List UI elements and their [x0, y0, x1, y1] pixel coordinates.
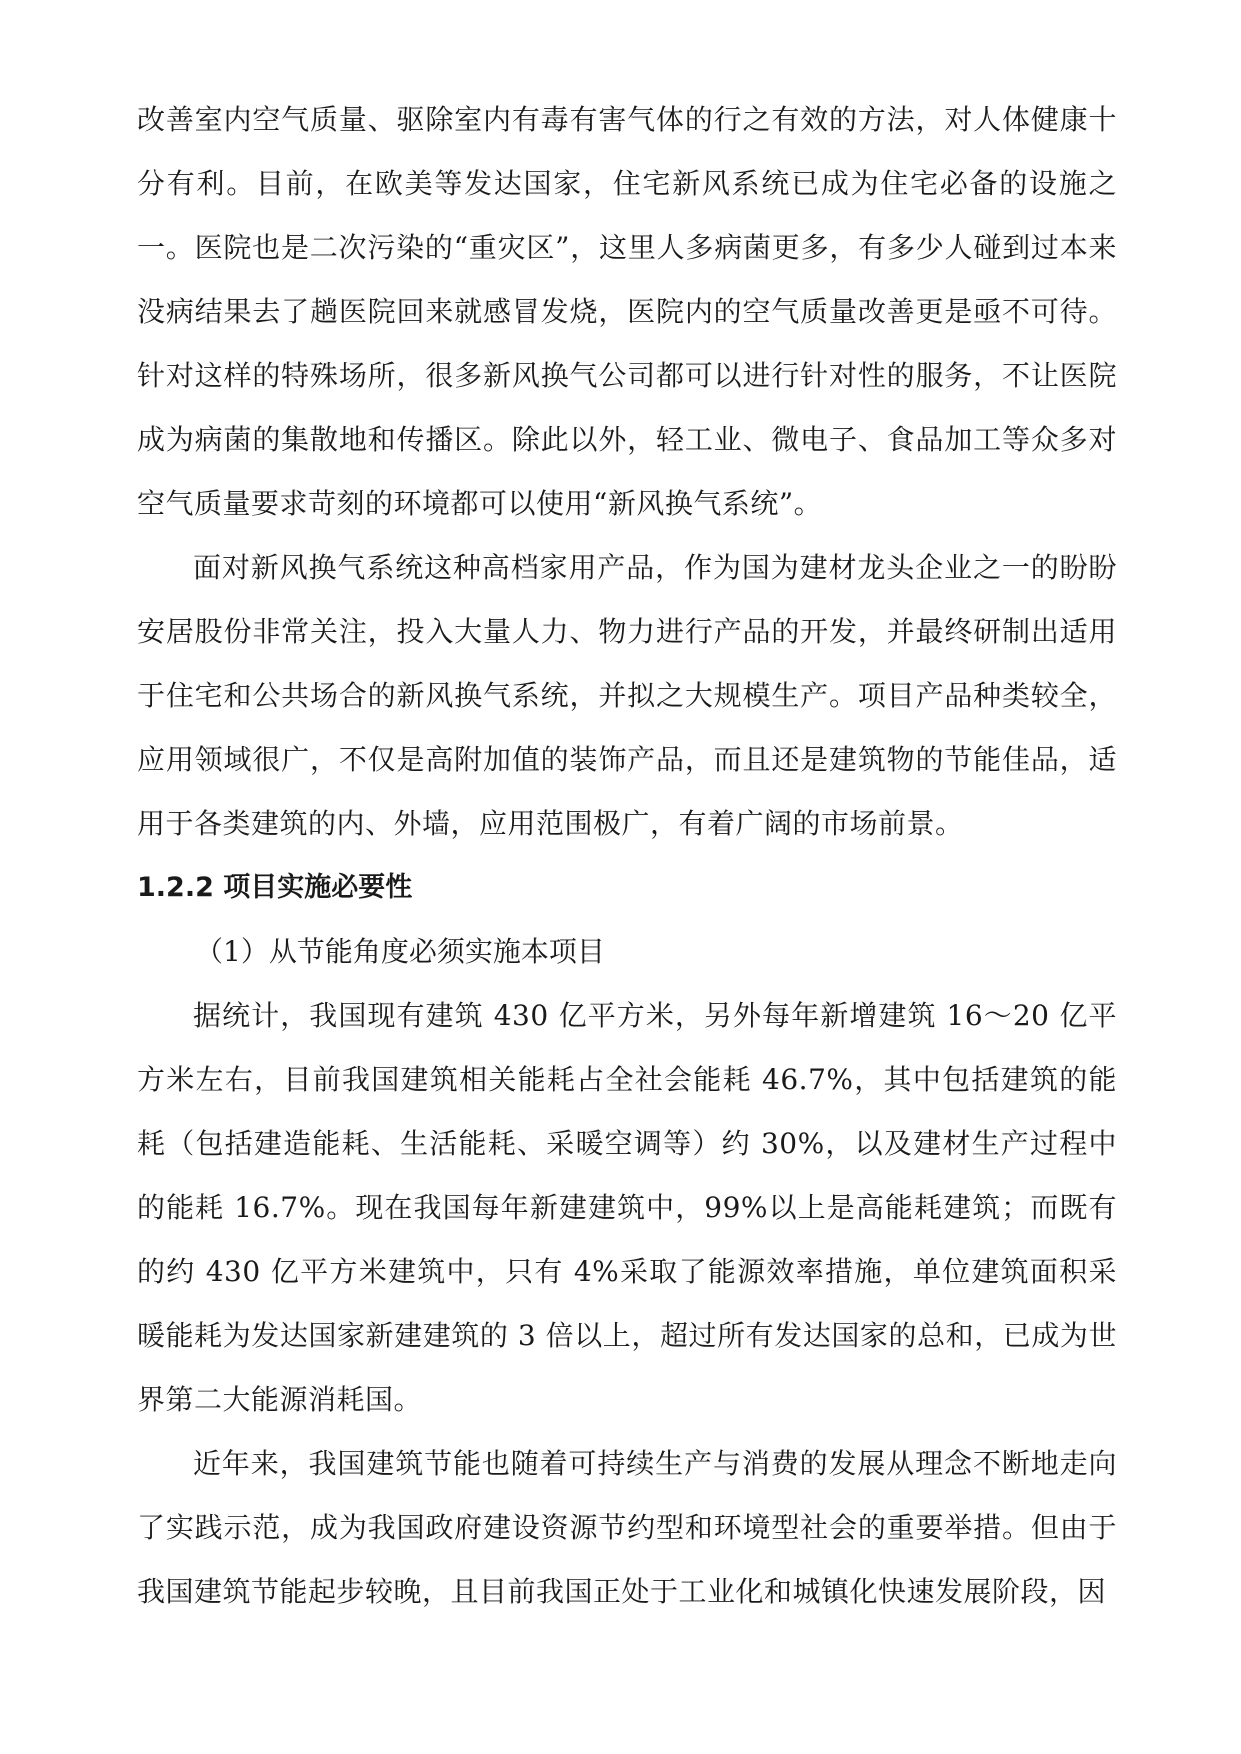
document-page [137, 88, 1117, 1624]
paragraph-statistics: 据统计，我国现有建筑 430 亿平方米，另外每年新增建筑 16～20 亿平方米左右，目前我国建筑相关能耗占全社会能耗 46.7%，其中包括建筑的能耗（包括建造能耗、生活能耗、采暖空调等）约 30%，以及建材生产过程中的能耗 16.7%。现在我国每年新建建筑中，99%以上是高能耗建筑；而既有的约 430 亿平方米建筑中，只有 4%采取了能源效率措施，单位建筑面积采暖能耗为发达国家新建建筑的 3 倍以上，超过所有发达国家的总和，已成为世界第二大能源消耗国。 [137, 999, 1117, 1416]
subsection-heading: （1）从节能角度必须实施本项目 [195, 935, 605, 968]
paragraph-product-development: 面对新风换气系统这种高档家用产品，作为国为建材龙头企业之一的盼盼安居股份非常关注，投入大量人力、物力进行产品的开发，并最终研制出适用于住宅和公共场合的新风换气系统，并拟之大规模生产。项目产品种类较全，应用领域很广，不仅是高附加值的装饰产品，而且还是建筑物的节能佳品，适用于各类建筑的内、外墙，应用范围极广，有着广阔的市场前景。 [137, 551, 1117, 840]
paragraph-recent-years: 近年来，我国建筑节能也随着可持续生产与消费的发展从理念不断地走向了实践示范，成为我国政府建设资源节约型和环境型社会的重要举措。但由于我国建筑节能起步较晚，且目前我国正处于工业化和城镇化快速发展阶段，因 [137, 1447, 1117, 1608]
paragraph-air-quality: 改善室内空气质量、驱除室内有毒有害气体的行之有效的方法，对人体健康十分有利。目前，在欧美等发达国家，住宅新风系统已成为住宅必备的设施之一。医院也是二次污染的“重灾区”，这里人多病菌更多，有多少人碰到过本来没病结果去了趟医院回来就感冒发烧，医院内的空气质量改善更是亟不可待。针对这样的特殊场所，很多新风换气公司都可以进行针对性的服务，不让医院成为病菌的集散地和传播区。除此以外，轻工业、微电子、食品加工等众多对空气质量要求苛刻的环境都可以使用“新风换气系统”。 [137, 103, 1117, 520]
section-heading: 1.2.2 项目实施必要性 [137, 872, 413, 903]
